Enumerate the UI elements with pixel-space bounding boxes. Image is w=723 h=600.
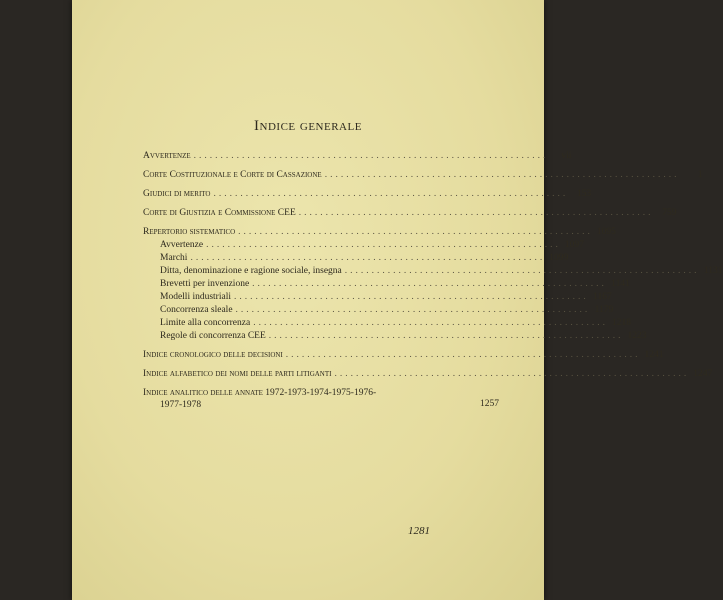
toc-entry-repertorio [143,226,616,239]
toc-leader-dots: .................................................................. [334,369,690,379]
toc-entry-indice-cronologico [143,349,664,362]
toc-label: Corte Costituzionale e Corte di Cassazione [143,170,322,180]
page-folio-number: 1281 [408,525,430,537]
toc-page-number: 1257 [480,399,499,409]
toc-page-number: vii [561,151,572,161]
toc-leader-dots: .................................................................. [285,350,641,360]
toc-page-number: 1247 [693,369,713,379]
toc-page-number: 1223 [627,331,647,341]
toc-page-number: 1131 [703,266,723,276]
toc-entry-indice-alfabetico [143,368,713,381]
toc-leader-dots: .................................................................. [238,227,593,237]
toc-label: Modelli industriali [160,292,231,302]
toc-page-number: 153 [576,189,592,199]
toc-subentry [143,265,723,278]
toc-page-number: 1167 [593,292,612,302]
toc-page-number: 1179 [594,305,614,315]
toc-page-number: 1095 [596,227,616,237]
toc-leader-dots: .................................................................. [213,189,569,199]
toc-label-line1: Indice analitico delle annate 1972-1973-1974-1975-1976- [143,388,377,398]
toc-leader-dots: .................................................................. [206,240,561,250]
toc-leader-dots: .................................................................. [268,331,624,341]
toc-leader-dots: .................................................................. [298,208,654,218]
toc-entry-corte-costituzionale [143,169,703,182]
toc-entry-corte-giustizia [143,207,677,220]
toc-subentry [143,278,630,291]
toc-label: Limite alla concorrenza [160,318,251,328]
page-title: Indice generale [254,118,362,134]
toc-subentry [143,252,569,265]
toc-label: Ditta, denominazione e ragione sociale, insegna [160,266,342,276]
toc-entry-giudici-merito [143,188,592,201]
toc-page-number: 1241 [644,350,664,360]
toc-label: Avvertenze [160,240,204,250]
toc-subentry [143,330,647,343]
toc-label: Indice cronologico delle decisioni [143,350,283,360]
toc-leader-dots: .................................................................. [235,305,591,315]
toc-leader-dots: .................................................................. [253,318,608,328]
toc-subentry [143,239,584,252]
toc-label: Indice alfabetico dei nomi delle parti litiganti [143,369,332,379]
book-page [72,0,723,600]
toc-leader-dots: .................................................................. [233,292,589,302]
toc-entry-avvertenze [143,150,572,163]
toc-subentry [143,317,631,330]
table-of-contents [143,150,723,411]
toc-label-line2: 1977-1978 [160,400,202,410]
toc-label: Corte di Giustizia e Commissione CEE [143,208,296,218]
toc-label: Concorrenza sleale [160,305,233,315]
toc-label: Regole di concorrenza CEE [160,331,266,341]
toc-label: Giudici di merito [143,189,211,199]
toc-leader-dots: .................................................................. [193,151,549,161]
toc-leader-dots: .................................................................. [344,266,700,276]
toc-page-number: 1 [697,170,703,180]
toc-page-number: 1099 [549,253,569,263]
toc-leader-dots: .................................................................. [190,253,546,263]
toc-leader-dots: .................................................................. [252,279,607,289]
toc-page-number: 1218 [611,318,631,328]
toc-page-number: 759 [662,208,677,218]
toc-label: Avvertenze [143,151,191,161]
toc-label: Brevetti per invenzione [160,279,250,289]
toc-page-number: 1097 [564,240,584,250]
toc-subentry [143,291,612,304]
toc-leader-dots: .................................................................. [324,170,680,180]
toc-subentry [143,304,614,317]
toc-page-number: 1141 [611,279,630,289]
toc-entry-indice-analitico [143,387,499,411]
toc-label: Repertorio sistematico [143,227,236,237]
toc-label: Marchi [160,253,188,263]
toc-label [143,387,479,411]
